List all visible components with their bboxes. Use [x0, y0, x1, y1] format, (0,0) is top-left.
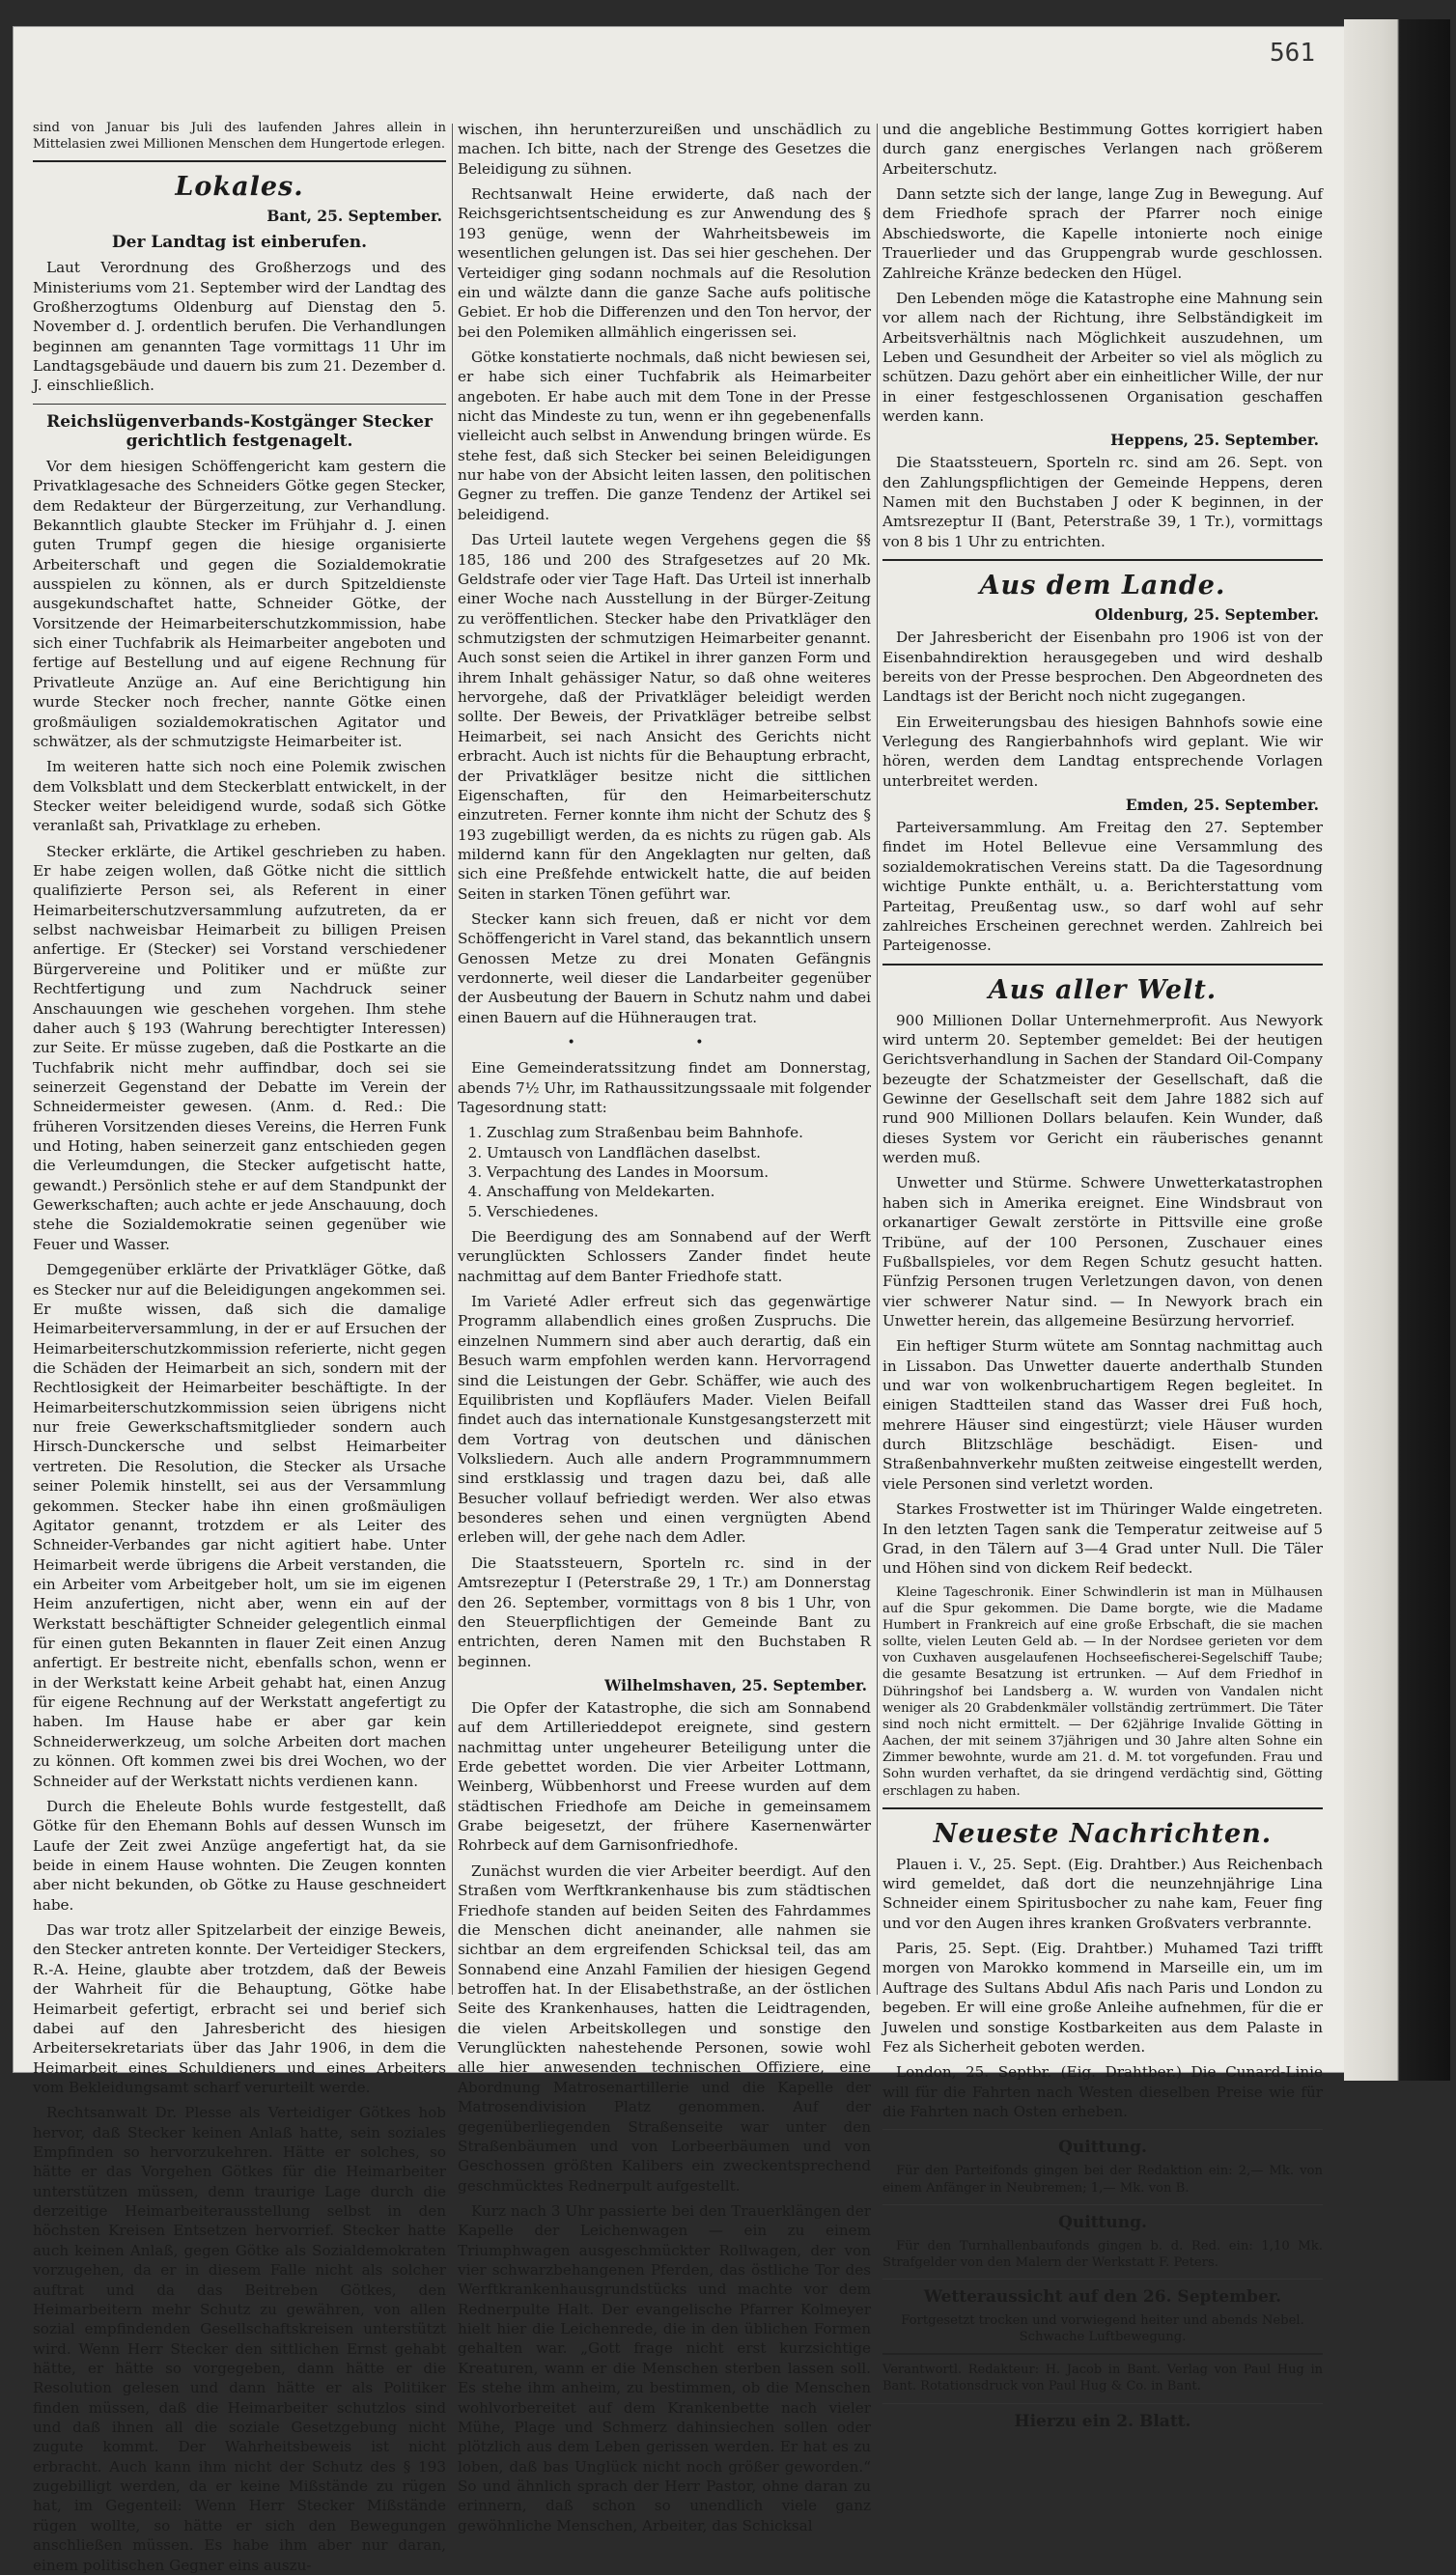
section-title-lokales: Lokales.: [175, 172, 304, 203]
dateline: Heppens, 25. September.: [1110, 432, 1319, 450]
quittung-text: Für den Parteifonds gingen bei der Redaktion ein: 2,— Mk. von einem Anfänger in Neubremen; 1,— Mk. von B.: [882, 2164, 1323, 2196]
article-paragraph: Vor dem hiesigen Schöffengericht kam gestern die Privatklagesache des Schneiders Götke gegen Stecker, dem Redakteur der Bürgerzeitung, zur Verhandlung. Bekanntlich glaubte Stecker im Frühjahr d. J. einen guten Trumpf gegen die hiesige organisierte Arbeiterschaft und gegen die Sozialdemokratie ausspielen zu können, als er durch Spitzeldienste ausgekundschaftet hatte, Schneider Götke, der Vorsitzende der Heimarbeiterschutzkommission, habe sich einer Tuchfabrik als Heimarbeiter angeboten und fertige auf Bestellung und auf eigene Rechnung für Privatleute Anzüge an. Auf eine Berichtigung hin wurde Stecker noch frecher, nannte Götke einen großmäuligen sozialdemokratischen Agitator und schwätzer, als der schmutzigste Heimarbeiter ist.: [33, 457, 446, 750]
headline-landtag: Der Landtag ist einberufen.: [111, 233, 368, 253]
article-paragraph: Das war trotz aller Spitzelarbeit der einzige Beweis, den Stecker antreten konnte. Der Verteidiger Steckers, R.-A. Heine, glaubte aber trotzdem, daß der Beweis der Wahrheit für die Behauptung, Götke habe Heimarbeit gefertigt, erbracht sei und berief sich dabei auf den Jahresbericht des hiesigen Arbeitersekretariats über das Jahr 1906, in dem die Heimarbeit eines Schuldieners und eines Arbeiters vom Bekleidungsamt scharf verurteilt werde.: [33, 1921, 446, 2096]
article-paragraph: Parteiversammlung. Am Freitag den 27. September findet im Hotel Bellevue eine Versammlung des sozialdemokratischen Vereins statt. Da die Tagesordnung wichtige Punkte enthält, u. a. Berichterstattung vom Parteitag, Preußentag usw., so darf wohl auf sehr zahlreiches Erscheinen gerechnet werden. Zahlreich bei Parteigenosse.: [882, 819, 1323, 955]
article-paragraph: Plauen i. V., 25. Sept. (Eig. Drahtber.) Aus Reichenbach wird gemeldet, daß dort die neunzehnjährige Lina Schneider einem Spiritusbocher zu nahe kam, Feuer fing und vor den Augen ihres kranken Großvaters verbrannte.: [882, 1855, 1323, 1932]
divider: [882, 1807, 1323, 1809]
article-paragraph: Eine Gemeinderatssitzung findet am Donnerstag, abends 7½ Uhr, im Rathaussitzungssaale mit folgender Tagesordnung statt:: [458, 1059, 871, 1116]
quittung-title: Quittung.: [1058, 2138, 1147, 2158]
article-paragraph: Rechtsanwalt Dr. Plesse als Verteidiger Götkes hob hervor, daß Stecker keinen Anlaß hatte, sein soziales Empfinden so hervorzukehren. Hätte er solches, so hätte er das Vorgehen Götkes für die Heimarbeiter unterstützen müssen, denn traurige Lage durch die derzeitige Heimarbeiterausstellung selbst in den höchsten Kreisen Entsetzen hervorrief. Stecker hatte auch keinen Anlaß, gegen Götke als Sozialdemokraten vorzugehen, da er in diesem Falle nicht als solcher auftrat und da das Beitreben Götkes, den Heimarbeitern mehr Schutz zu gewähren, von allen sozial empfindenden Gesellschaftskreisen unterstützt wird. Wenn Herr Stecker den sittlichen Ernst gehabt hätte, er hätte so vorgegeben, dann hätte er die Resolution gelesen und dann hätte er als Politiker finden müssen, daß die Heimarbeiter schutzlos sind und daß ihnen all die soziale Gesetzgebung nicht zugute kommt. Der Wahrheitsbeweis ist nicht erbracht. Auch kann ihm nicht der Schutz des § 193 zugebilligt werden, da er keine Mißstände zu rügen hat, im Gegenteil: Wenn Herr Stecker Mißstände rügen wollte, so hätte er sich den Bewegungen anschließen müssen. Es habe ihm aber nur daran, einem politischen Gegner eins auszu-: [33, 2104, 446, 2574]
article-paragraph: Im weiteren hatte sich noch eine Polemik zwischen dem Volksblatt und dem Steckerblatt entwickelt, in der Stecker weiter beleidigend wurde, sodaß sich Götke veranlaßt sah, Privatklage zu erheben.: [33, 758, 446, 835]
quittung-text: Für den Turnhallenbaufonds gingen b. d. Red. ein: 1,10 Mk. Strafgelder von den Malern der Werkstatt F. Peters.: [882, 2238, 1323, 2270]
book-spine: [1344, 19, 1450, 2081]
article-paragraph: Rechtsanwalt Heine erwiderte, daß nach der Reichsgerichtsentscheidung es zur Anwendung des § 193 genüge, wenn der Wahrheitsbeweis im wesentlichen gelungen ist. Das sei hier geschehen. Der Verteidiger ging sodann nochmals auf die Resolution ein und wälzte dann die ganze Sache aufs politische Gebiet. Er hob die Differenzen und den Ton hervor, der bei den Polemiken allmählich eingerissen sei.: [458, 185, 871, 341]
article-paragraph: Im Varieté Adler erfreut sich das gegenwärtige Programm allabendlich eines großen Zuspruchs. Die einzelnen Nummern sind aber auch derartig, daß ein Besuch warm empfohlen werden kann. Hervorragend sind die Leistungen der Gebr. Schäffer, wie auch des Equilibristen und Kopfläufers Mader. Vielen Beifall findet auch das internationale Kunstgesangsterzett mit dem Vortrag von deutschen und dänischen Volksliedern. Auch alle andern Programmnummern sind erstklassig und tragen dazu bei, daß alle Besucher vollauf befriedigt werden. Wer also etwas besonderes sehen und einen vergnügten Abend erleben will, der gehe nach dem Adler.: [458, 1293, 871, 1547]
divider: [882, 2353, 1323, 2355]
weather-title: Wetteraussicht auf den 26. September.: [923, 2286, 1282, 2307]
article-paragraph: Ein heftiger Sturm wütete am Sonntag nachmittag auch in Lissabon. Das Unwetter dauerte anderthalb Stunden und war von wolkenbruchartigem Regen begleitet. In einigen Stadtteilen stand das Wasser drei Fuß hoch, mehrere Häuser sind eingestürzt; viele Häuser wurden durch Blitzschläge beschädigt. Eisen- und Straßenbahnverkehr mußten zeitweise eingestellt werden, viele Personen sind verletzt worden.: [882, 1337, 1323, 1493]
dateline: Wilhelmshaven, 25. September.: [604, 1676, 867, 1694]
quittung-title: Quittung.: [1058, 2212, 1147, 2232]
weather-text: Fortgesetzt trocken und vorwiegend heiter und abends Nebel. Schwache Luftbewegung.: [901, 2312, 1304, 2345]
column-left: [33, 120, 446, 2574]
dateline: Bant, 25. September.: [266, 208, 442, 226]
divider: [882, 559, 1323, 561]
divider: [882, 2279, 1323, 2280]
divider: [882, 2403, 1323, 2404]
divider: [882, 2129, 1323, 2130]
article-paragraph: Demgegenüber erklärte der Privatkläger Götke, daß es Stecker nur auf die Beleidigungen angekommen sei. Er mußte wissen, daß sich die damalige Heimarbeiterversammlung, in der er auf Ersuchen der Heimarbeiterschutzkommission referierte, nicht gegen die Schäden der Heimarbeit an sich, sondern mit der Rechtlosigkeit der Heimarbeiter beschäftigte. In der Heimarbeiterschutzkommission seien übrigens nicht nur freie Gewerkschaftsmitglieder sondern auch Hirsch-Dunckersche und selbst Heimarbeiter vertreten. Die Resolution, die Stecker als Ursache seiner Polemik hinstellt, sei aus der Versammlung gekommen. Stecker habe ihn einen großmäuligen Agitator genannt, trotzdem er als Leiter des Schneider-Verbandes gar nicht agitiert habe. Unter Heimarbeit werde übrigens die Arbeit verstanden, die ein Arbeiter vom Arbeitgeber holt, um sie im eigenen Heim anzufertigen, nicht aber, wenn ein auf der Werkstatt beschäftigter Schneider gelegentlich einmal für einen guten Bekannten in flauer Zeit einen Anzug anfertigt. Er bestreite nicht, ebenfalls schon, wenn er in der Werkstatt keine Arbeit gehabt hat, einen Anzug für eigene Rechnung auf der Werkstatt angefertigt zu haben. Im Hause habe er aber gar kein Schneiderwerkzeug, um solche Arbeiten dort machen zu können. Oft kommen zwei bis drei Wochen, wo der Schneider auf der Werkstatt nichts verdienen kann.: [33, 1261, 446, 1790]
dateline: Emden, 25. September.: [1125, 797, 1319, 815]
article-paragraph: Unwetter und Stürme. Schwere Unwetterkatastrophen haben sich in Amerika ereignet. Eine Windsbraut von orkanartiger Gewalt zerstörte in Pittsville eine große Tribüne, auf der 100 Personen, Zuschauer eines Fußballspieles, vor dem Regen Schutz gesucht hatten. Fünfzig Personen trugen Verletzungen davon, von denen vier schwerer Natur sind. — In Newyork brach ein Unwetter herein, das allgemeine Besürzung hervorrief.: [882, 1174, 1323, 1329]
article-paragraph: Kleine Tageschronik. Einer Schwindlerin ist man in Mülhausen auf die Spur gekommen. Die Dame borgte, wie die Madame Humbert in Frankreich auf eine große Erbschaft, die sie machen sollte, vielen Leuten Geld ab. — In der Nordsee gerieten vor dem von Cuxhaven ausgelaufenen Hochseefischerei-Segelschiff Taube; die gesamte Besatzung ist ertrunken. — Auf dem Friedhof in Dühringshof bei Landsberg a. W. wurden von Vandalen nicht weniger als 20 Grabdenkmäler vollständig zertrümmert. Die Täter sind noch nicht ermittelt. — Der 62jährige Invalide Götting in Aachen, der mit seinem 37jährigen und 30 Jahre alten Sohne ein Zimmer bewohnte, wurde am 21. d. M. tot vorgefunden. Frau und Sohn wurden verhaftet, da sie dringend verdächtig sind, Götting erschlagen zu haben.: [882, 1584, 1323, 1799]
article-paragraph: Den Lebenden möge die Katastrophe eine Mahnung sein vor allem nach der Richtung, ihre Selbständigkeit im Arbeitsverhältnis nach Möglichkeit auszudehnen, um Leben und Gesundheit der Arbeiter so viel als möglich zu schützen. Dazu gehört aber ein einheitlicher Wille, der nur in einer festgeschlossenen Organisation geschaffen werden kann.: [882, 289, 1323, 426]
page-number: 561: [1270, 39, 1315, 68]
article-paragraph: Ein Erweiterungsbau des hiesigen Bahnhofs sowie eine Verlegung des Rangierbahnhofs wird geplant. Wie wir hören, werden dem Landtag entsprechende Vorlagen unterbreitet werden.: [882, 713, 1323, 790]
separator-dots: • •: [567, 1035, 762, 1051]
article-paragraph: Das Urteil lautete wegen Vergehens gegen die §§ 185, 186 und 200 des Strafgesetzes auf 20 Mk. Geldstrafe oder vier Tage Haft. Das Urteil ist innerhalb einer Woche nach Ausstellung in der Bürger-Zeitung zu veröffentlichen. Stecker habe den Privatkläger den schmutzigsten der schmutzigen Heimarbeiter genannt. Auch sonst seien die Artikel in ihrer ganzen Form und ihrem Inhalt gehässiger Natur, so daß ohne weiteres hervorgehe, daß der Privatkläger beleidigt werden sollte. Der Beweis, der Privatkläger betreibe selbst Heimarbeit, sei nach Ansicht des Gerichts nicht erbracht. Auch ist nichts für die Behauptung erbracht, der Privatkläger besitze nicht die sittlichen Eigenschaften, für den Heimarbeiterschutz einzutreten. Ferner konnte ihm nicht der Schutz des § 193 zugebilligt werden, da es nichts zu rügen gab. Als mildernd kann für den Angeklagten nur gelten, daß sich eine Preßfehde entwickelt hatte, die auf beiden Seiten in starken Tönen geführt war.: [458, 531, 871, 903]
agenda-item: 5. Verschiedenes.: [487, 1202, 871, 1221]
article-paragraph: Stecker erklärte, die Artikel geschrieben zu haben. Er habe zeigen wollen, daß Götke nicht die sittlich qualifizierte Person sei, als Referent in einer Heimarbeiterschutzversammlung aufzutreten, da er selbst nachweisbar Heimarbeit zu billigen Preisen anfertige. Er (Stecker) sei Vorstand verschiedener Bürgervereine und Politiker und er müßte zur Rechtfertigung und zum Nachdruck seiner Anschauungen wie geschehen vorgehen. Ihm stehe daher auch § 193 (Wahrung berechtigter Interessen) zur Seite. Er müsse zugeben, daß die Postkarte an die Tuchfabrik nicht mehr auffindbar, doch sei sie seinerzeit Gegenstand der Debatte im Verein der Schneidermeister gewesen. (Anm. d. Red.: Die früheren Vorsitzenden dieses Vereins, die Herren Funk und Hoting, haben seinerzeit ganz entschieden gegen die Verleumdungen, die Stecker aufgetischt hatte, gewandt.) Persönlich stehe er auf dem Standpunkt der Gewerkschaften; auch achte er jede Anschauung, doch stehe die Sozialdemokratie seinen gegenüber wie Feuer und Wasser.: [33, 842, 446, 1253]
article-paragraph: und die angebliche Bestimmung Gottes korrigiert haben durch ganz energisches Verlangen nach größerem Arbeiterschutz.: [882, 121, 1323, 178]
article-paragraph: Dann setzte sich der lange, lange Zug in Bewegung. Auf dem Friedhofe sprach der Pfarrer noch einige Abschiedsworte, die Kapelle intonierte noch einige Trauerlieder und das Gruppengrab wurde geschlossen. Zahlreiche Kränze bedecken den Hügel.: [882, 185, 1323, 282]
divider: [33, 404, 446, 405]
top-note: sind von Januar bis Juli des laufenden Jahres allein in Mittelasien zwei Millionen Menschen dem Hungertode erlegen.: [33, 121, 446, 153]
divider: [882, 2204, 1323, 2205]
imprint: Verantwortl. Redakteur: H. Jacob in Bant. Verlag von Paul Hug in Bant. Rotationsdruck von Paul Hug & Co. in Bant.: [882, 2363, 1323, 2394]
article-paragraph: Die Staatssteuern, Sporteln rc. sind in der Amtsrezeptur I (Peterstraße 29, 1 Tr.) am Donnerstag den 26. September, vormittags von 8 bis 1 Uhr, von den Steuerpflichtigen der Gemeinde Bant zu entrichten, deren Namen mit den Buchstaben R beginnen.: [458, 1553, 871, 1670]
article-paragraph: Laut Verordnung des Großherzogs und des Ministeriums vom 21. September wird der Landtag des Großherzogtums Oldenburg auf Dienstag den 5. November d. J. ordentlich berufen. Die Verhandlungen beginnen am genannten Tage vormittags 11 Uhr im Landtagsgebäude und dauern bis zum 21. Dezember d. J. einschließlich.: [33, 259, 446, 395]
newspaper-page: [14, 27, 1344, 2574]
article-paragraph: Die Opfer der Katastrophe, die sich am Sonnabend auf dem Artillerieddepot ereignete, sind gestern nachmittag unter ungeheurer Beteiligung unter die Erde gebettet worden. Die vier Arbeiter Lottmann, Weinberg, Wübbenhorst und Freese wurden auf dem städtischen Friedhofe am Deiche in gemeinsamem Grabe beigesetzt, der frühere Kasernenwärter Rohrbeck auf dem Garnisonfriedhofe.: [458, 1698, 871, 1855]
column-middle: [458, 120, 871, 2534]
headline-stecker: Reichslügenverbands-Kostgänger Stecker gerichtlich festgenagelt.: [46, 411, 433, 451]
dateline: Oldenburg, 25. September.: [1094, 606, 1319, 625]
column-right: [882, 120, 1323, 2432]
footer-note: Hierzu ein 2. Blatt.: [1014, 2412, 1191, 2432]
agenda-item: 3. Verpachtung des Landes in Moorsum.: [487, 1162, 871, 1182]
section-title-welt: Aus aller Welt.: [988, 974, 1218, 1005]
article-paragraph: London, 25. Septbr. (Eig. Drahtber.) Die Cunard-Linie will für die Fahrten nach Westen dieselben Preise wie für die Fahrten nach Osten erheben.: [882, 2063, 1323, 2120]
divider: [33, 160, 446, 162]
article-paragraph: Stecker kann sich freuen, daß er nicht vor dem Schöffengericht in Varel stand, das bekanntlich unsern Genossen Metze zu drei Monaten Gefängnis verdonnerte, weil dieser die Landarbeiter gegenüber der Ausbeutung der Bauern in Schutz nahm und dabei einen Bauern auf die Hühneraugen trat.: [458, 910, 871, 1026]
article-paragraph: Starkes Frostwetter ist im Thüringer Walde eingetreten. In den letzten Tagen sank die Temperatur zeitweise auf 5 Grad, in den Tälern auf 3—4 Grad unter Null. Die Täler und Höhen sind von dickem Reif bedeckt.: [882, 1500, 1323, 1578]
divider: [882, 964, 1323, 966]
article-paragraph: Zunächst wurden die vier Arbeiter beerdigt. Auf den Straßen vom Werftkrankenhause bis zum städtischen Friedhofe standen auf beiden Seiten des Fahrdammes die Menschen dicht aneinander, alle nahmen sie sichtbar an dem ergreifenden Schicksal teil, das am Sonnabend eine Anzahl Familien der hiesigen Gegend betroffen hat. In der Elisabethstraße, an der östlichen Seite des Krankenhauses, hatten die Leidtragenden, die vielen Arbeitskollegen und sonstige den Verunglückten nahestehende Personen, sowie wohl alle hier anwesenden technischen Offiziere, eine Abordnung Matrosenartillerie und die Kapelle der Matrosendivision Platz genommen. Auf der gegenüberliegenden Straßenseite war unter den Straßenbäumen und von Lorbeerbäumen und von Geschossen größten Kalibers ein zweckentsprechend geschmücktes Rednerpult aufgestellt.: [458, 1861, 871, 2195]
article-paragraph: Durch die Eheleute Bohls wurde festgestellt, daß Götke für den Ehemann Bohls auf dessen Wunsch im Laufe der Zeit zwei Anzüge angefertigt hat, da sie beide in einem Hause wohnten. Die Zeugen konnten aber nicht bekunden, ob Götke zu Hause geschneidert habe.: [33, 1797, 446, 1914]
section-title-lande: Aus dem Lande.: [979, 571, 1226, 602]
agenda-item: 1. Zuschlag zum Straßenbau beim Bahnhofe.: [487, 1123, 871, 1142]
article-paragraph: 900 Millionen Dollar Unternehmerprofit. Aus Newyork wird unterm 20. September gemeldet: Bei der heutigen Gerichtsverhandlung in Sachen der Standard Oil-Company bezeugte der Schatzmeister der Gesellschaft, daß die Gewinne der Gesellschaft seit dem Jahre 1882 sich auf rund 900 Millionen Dollars belaufen. Kein Wunder, daß dieses System vor Gericht ein räuberisches genannt werden muß.: [882, 1011, 1323, 1167]
article-paragraph: Götke konstatierte nochmals, daß nicht bewiesen sei, er habe sich einer Tuchfabrik als Heimarbeiter angeboten. Er habe auch mit dem Tone in der Presse nicht das Mindeste zu tun, wenn er ihn gegebenenfalls vielleicht auch selbst in Anwendung bringen würde. Es stehe fest, daß sich Stecker bei seinen Beleidigungen nur habe von der Absicht leiten lassen, den politischen Gegner zu treffen. Die ganze Tendenz der Artikel sei beleidigend.: [458, 348, 871, 523]
article-paragraph: Die Staatssteuern, Sporteln rc. sind am 26. Sept. von den Zahlungspflichtigen der Gemeinde Heppens, deren Namen mit den Buchstaben J oder K beginnen, in der Amtsrezeptur II (Bant, Peterstraße 39, 1 Tr.), vormittags von 8 bis 1 Uhr zu entrichten.: [882, 454, 1323, 550]
agenda-item: 2. Umtausch von Landflächen daselbst.: [487, 1143, 871, 1162]
section-title-neueste: Neueste Nachrichten.: [933, 1818, 1273, 1849]
article-paragraph: wischen, ihn herunterzureißen und unschädlich zu machen. Ich bitte, nach der Strenge des Gesetzes die Beleidigung zu sühnen.: [458, 121, 871, 178]
article-paragraph: Paris, 25. Sept. (Eig. Drahtber.) Muhamed Tazi trifft morgen von Marokko kommend in Marseille ein, um im Auftrage des Sultans Abdul Afis nach Paris und London zu begeben. Er will eine große Anleihe aufnehmen, für die er Juwelen und sonstige Kostbarkeiten aus dem Palaste in Fez als Sicherheit geboten werden.: [882, 1940, 1323, 2056]
agenda-list: [487, 1123, 871, 1221]
column-rule: [452, 124, 453, 1995]
article-paragraph: Der Jahresbericht der Eisenbahn pro 1906 ist von der Eisenbahndirektion herausgegeben und wird deshalb bereits von der Presse besprochen. Den Abgeordneten des Landtags ist der Bericht noch nicht zugegangen.: [882, 629, 1323, 706]
agenda-item: 4. Anschaffung von Meldekarten.: [487, 1182, 871, 1201]
article-paragraph: Kurz nach 3 Uhr passierte bei den Trauerklängen der Kapelle der Leichenwagen — ein zu einem Triumphwagen ausgeschmückter Rollwagen, der von vier schwarzbehangenen Pferden, das östliche Tor des Werftkrankenhausgrundstücks und machte vor dem Rednerpulte Halt. Der evangelische Pfarrer Kolmeyer hielt hier die Leichenrede, die in den üblichen Formen gehalten war. „Gott frage nicht erst kurzsichtige Kreaturen, wann er die Menschen sterben lassen soll. Es stehe ihm anheim, zu bestimmen, ob die Menschen wohlvorbereitet auf dem Krankenbette nach vieler Mühe, Plage und Schmerz dahinsiechen sollen oder plötzlich aus dem Leben gerissen werden. Er hat es zu loben, daß bas Unglück nicht noch größer geworden.“ So und ähnlich sprach der Herr Pastor, ohne daran zu erinnern, daß schon so unendlich viele ganz gewöhnliche Menschen, Arbeiter, das Schicksal: [458, 2201, 871, 2534]
column-rule: [877, 124, 878, 1995]
article-paragraph: Die Beerdigung des am Sonnabend auf der Werft verunglückten Schlossers Zander findet heute nachmittag auf dem Banter Friedhofe statt.: [458, 1228, 871, 1285]
